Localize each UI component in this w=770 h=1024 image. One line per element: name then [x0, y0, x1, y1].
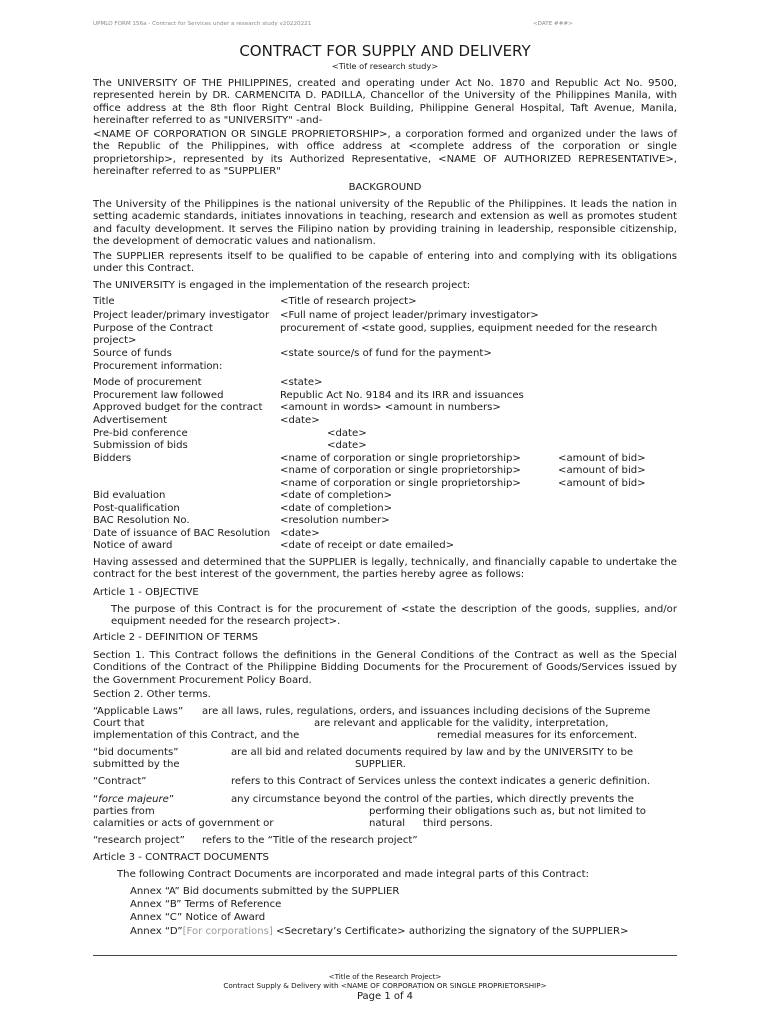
field-label: Pre-bid conference	[93, 428, 188, 439]
field-label: Submission of bids	[93, 440, 188, 451]
term-definition: are relevant and applicable for the validity, interpretation,	[314, 718, 609, 729]
bidder-amount: <amount of bid>	[558, 453, 646, 464]
term-name: “bid documents”	[93, 747, 179, 758]
term-name: “Contract”	[93, 776, 147, 787]
field-value: procurement of <state good, supplies, equipment needed for the research	[280, 323, 658, 334]
term-name: “research project”	[93, 835, 185, 846]
field-label: Post-qualification	[93, 503, 180, 514]
annex-d	[130, 926, 714, 938]
term-definition: refers to the “Title of the research project”	[202, 835, 418, 846]
project-intro: The UNIVERSITY is engaged in the implementation of the research project:	[93, 280, 471, 291]
field-value: <date of completion>	[280, 503, 393, 514]
term-definition: submitted by the	[93, 759, 180, 770]
term-definition: are all bid and related documents required by law and by the UNIVERSITY to be	[231, 747, 634, 758]
bidder-name: <name of corporation or single proprietorship>	[280, 453, 521, 464]
page-header	[93, 21, 677, 27]
field-value: Republic Act No. 9184 and its IRR and issuances	[280, 390, 524, 401]
bidder-name: <name of corporation or single proprietorship>	[280, 478, 521, 489]
field-label: Bid evaluation	[93, 490, 166, 501]
term-definition: performing their obligations such as, but not limited to natural	[369, 806, 646, 830]
annex-d-label: Annex “D”	[130, 926, 183, 937]
supplier-representation: The SUPPLIER represents itself to be qualified to be capable of entering into and complying with its obligations under this Contract.	[93, 251, 677, 275]
section-1-text: Section 1. This Contract follows the definitions in the General Conditions of the Contract as well as the Special Conditions of the Contract of the Philippine Bidding Documents for the Procurement of Goods/Services issued by the Government Procurement Policy Board.	[93, 650, 677, 686]
field-label: Advertisement	[93, 415, 168, 426]
term-definition: refers to this Contract of Services unless the context indicates a generic definition.	[231, 776, 651, 787]
footer-contract-name: Contract Supply & Delivery with <NAME OF CORPORATION OR SINGLE PROPRIETORSHIP>	[223, 981, 547, 990]
article-3-heading: Article 3 - CONTRACT DOCUMENTS	[93, 852, 269, 863]
field-value: <date>	[327, 428, 367, 439]
document-subtitle: <Title of research study>	[331, 61, 439, 71]
field-label: Notice of award	[93, 540, 173, 551]
term-definition: remedial measures for its enforcement.	[437, 730, 638, 741]
parties-supplier: <NAME OF CORPORATION OR SINGLE PROPRIETORSHIP>, a corporation formed and organized under the laws of the Republic of the Philippines, with office address at <complete address of the corporation or single proprietorship>, represented by its Authorized Representative, <NAME OF AUTHORIZED REPRESENTATIVE>, hereinafter referred to as "SUPPLIER"	[93, 129, 677, 178]
term-definition: parties from	[93, 806, 155, 817]
term-definition: are all laws, rules, regulations, orders, and issuances including decisions of the Supreme	[202, 706, 651, 717]
field-value: <date>	[280, 415, 320, 426]
section-2-heading: Section 2. Other terms.	[93, 689, 211, 700]
term-definition: implementation of this Contract, and the	[93, 730, 300, 741]
field-label: Procurement information:	[93, 361, 223, 372]
page-number: Page 1 of 4	[356, 991, 414, 1002]
field-value: <date of completion>	[280, 490, 393, 501]
article-2-heading: Article 2 - DEFINITION OF TERMS	[93, 632, 259, 643]
field-value: <date>	[327, 440, 367, 451]
footer-title: <Title of the Research Project>	[328, 972, 442, 981]
field-label: Procurement law followed	[93, 390, 224, 401]
field-label: Purpose of the Contract	[93, 323, 213, 334]
field-value: <amount in words> <amount in numbers>	[280, 402, 501, 413]
document-title: CONTRACT FOR SUPPLY AND DELIVERY	[239, 42, 531, 60]
header-date: <DATE ###>	[533, 21, 573, 27]
annex-d-note: [For corporations]	[182, 926, 273, 937]
field-value: <Title of research project>	[280, 296, 417, 307]
background-text: The University of the Philippines is the national university of the Republic of the Philippines. It leads the nation in setting academic standards, initiates innovations in teaching, research and extension as well as promotes student and faculty development. It serves the Filipino nation by providing training in leadership, responsible citizenship, the development of democratic values and nationalism.	[93, 199, 677, 248]
annex-b: Annex “B” Terms of Reference	[130, 899, 282, 910]
term-definition: any circumstance beyond the control of the parties, which directly prevents the	[231, 794, 635, 805]
term-definition: SUPPLIER.	[355, 759, 406, 770]
field-label: Project leader/primary investigator	[93, 310, 270, 321]
field-label: Bidders	[93, 453, 132, 464]
parties-university: The UNIVERSITY OF THE PHILIPPINES, created and operating under Act No. 1870 and Republic Act No. 9500, represented herein by DR. CARMENCITA D. PADILLA, Chancellor of the University of the Philippines Manila, with office address at the 8th floor Right Central Block Building, Philippine General Hospital, Taft Avenue, Manila, hereinafter referred to as "UNIVERSITY" -and-	[93, 78, 677, 127]
term-name: “force majeure”	[93, 794, 175, 805]
field-value: <state>	[280, 377, 323, 388]
field-label: Date of issuance of BAC Resolution	[93, 528, 271, 539]
form-id: UPMLO FORM 156a - Contract for Services under a research study v20220221	[93, 21, 312, 27]
field-value: <date of receipt or date emailed>	[280, 540, 455, 551]
term-name-italic: force majeure	[98, 794, 169, 805]
field-value: <resolution number>	[280, 515, 390, 526]
article-1-heading: Article 1 - OBJECTIVE	[93, 587, 199, 598]
field-label: Source of funds	[93, 348, 172, 359]
annex-c: Annex “C” Notice of Award	[130, 912, 266, 923]
term-definition: calamities or acts of government or	[93, 818, 274, 829]
term-definition: third persons.	[423, 818, 493, 829]
article-3-text: The following Contract Documents are incorporated and made integral parts of this Contract:	[117, 869, 589, 880]
term-definition: Court that	[93, 718, 145, 729]
field-label: BAC Resolution No.	[93, 515, 190, 526]
bidder-name: <name of corporation or single proprietorship>	[280, 465, 521, 476]
field-label: Title	[93, 296, 115, 307]
field-label: Mode of procurement	[93, 377, 202, 388]
annex-a: Annex “A” Bid documents submitted by the SUPPLIER	[130, 886, 400, 897]
field-value-cont: project>	[93, 335, 137, 346]
annex-d-text: <Secretary’s Certificate> authorizing the signatory of the SUPPLIER>	[272, 926, 629, 937]
field-value: <Full name of project leader/primary investigator>	[280, 310, 539, 321]
field-label: Approved budget for the contract	[93, 402, 263, 413]
field-value: <date>	[280, 528, 320, 539]
agreement-paragraph: Having assessed and determined that the SUPPLIER is legally, technically, and financially capable to undertake the contract for the best interest of the government, the parties hereby agree as follows:	[93, 557, 677, 581]
bidder-amount: <amount of bid>	[558, 465, 646, 476]
bidder-amount: <amount of bid>	[558, 478, 646, 489]
term-name: “Applicable Laws”	[93, 706, 184, 717]
footer-divider	[93, 955, 677, 956]
field-value: <state source/s of fund for the payment>	[280, 348, 492, 359]
background-heading: BACKGROUND	[348, 182, 422, 193]
article-1-text: The purpose of this Contract is for the procurement of <state the description of the goods, supplies, and/or equipment needed for the research project>.	[111, 604, 677, 628]
